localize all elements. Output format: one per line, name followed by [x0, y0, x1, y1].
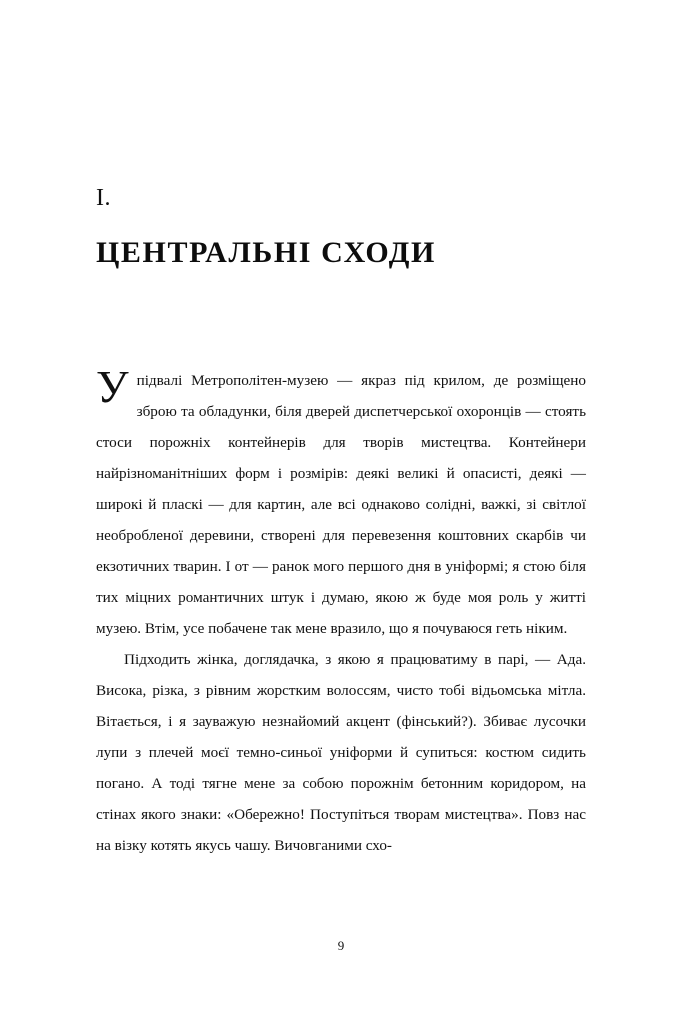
chapter-number: I.	[96, 185, 111, 211]
paragraph-first	[96, 361, 586, 644]
chapter-title: ЦЕНТРАЛЬНІ СХОДИ	[96, 236, 436, 269]
paragraph-second: Підходить жінка, доглядачка, з якою я працюватиму в парі, — Ада. Висока, різка, з рівним жорстким волоссям, чисто тобі відьомська мітла. Вітається, і я зауважую незнайомий акцент (фінський?). Збиває лусочки лупи з плечей моєї темно-синьої уніформи й супиться: костюм сидить погано. А тоді тягне мене за собою порожнім бетонним коридором, на стінах якого знаки: «Обережно! Поступіться творам мистецтва». Повз нас на візку котять якусь чашу. Вичовганими схо-	[96, 651, 586, 854]
page-content	[96, 0, 586, 1023]
page-number: 9	[337, 938, 345, 953]
paragraph-text: підвалі Метрополітен-музею — якраз під крилом, де розміщено зброю та обладунки, біля дверей диспетчерської охоронців — стоять стоси порожніх контейнерів для творів мистецтва. Контейнери найрізноманітніших форм і розмірів: деякі великі й опасисті, деякі — широкі й пласкі — для картин, але всі однаково солідні, важкі, зі світлої необробленої деревини, створені для перевезення коштовних скарбів чи екзотичних тварин. І от — ранок мого першого дня в уніформі; я стою біля тих міцних романтичних штук і думаю, якою ж буде моя роль у житті музею. Втім, усе побачене так мене вразило, що я почуваюся геть ніким.	[96, 372, 586, 637]
drop-cap: У	[96, 361, 129, 412]
body-text	[96, 361, 586, 861]
